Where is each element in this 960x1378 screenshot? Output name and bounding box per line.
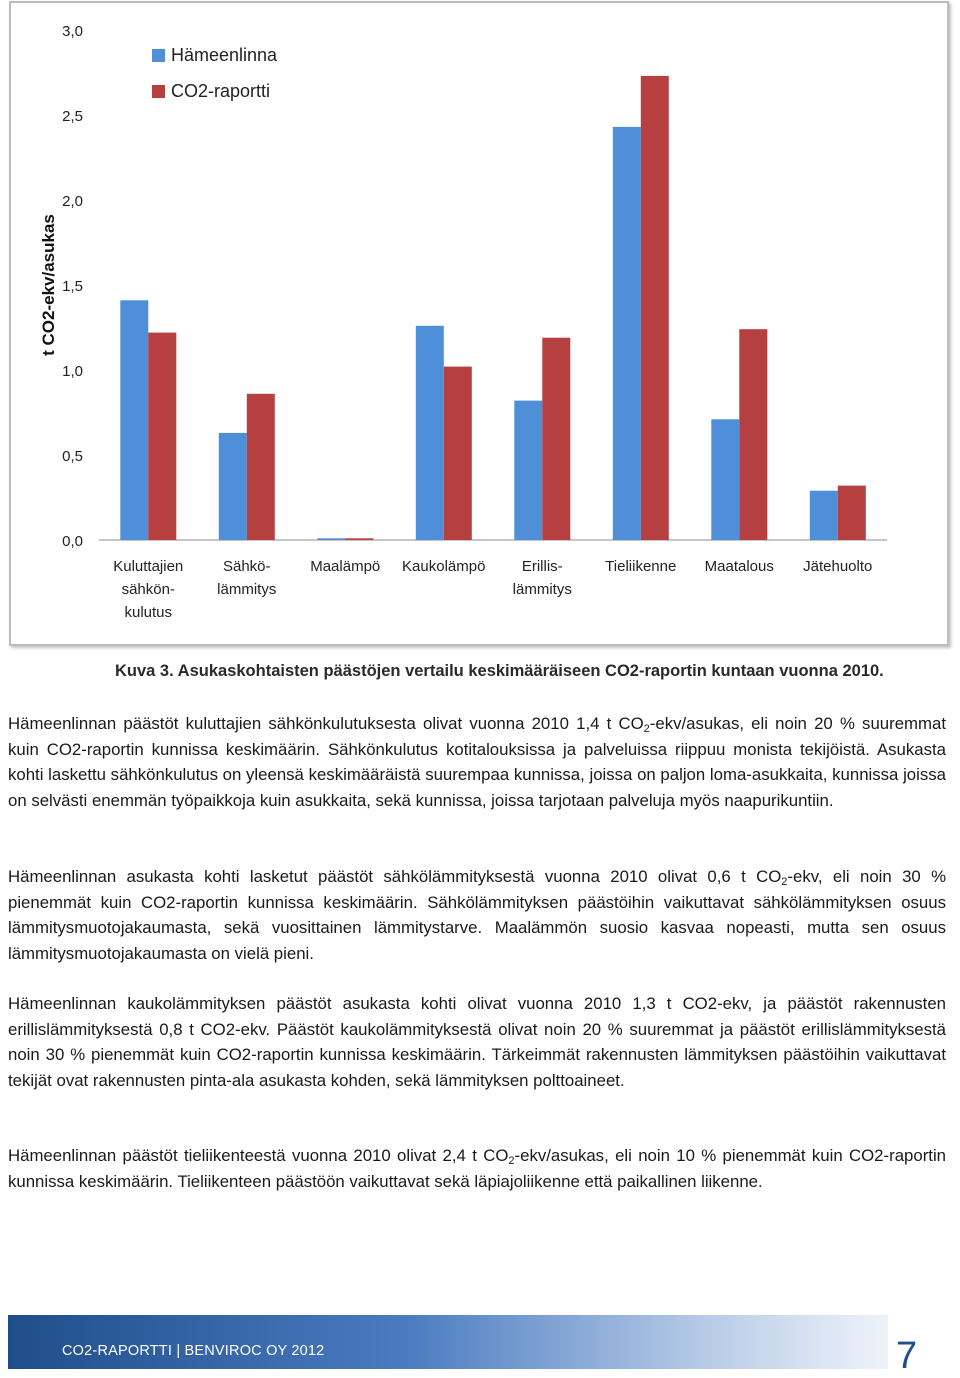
x-category-label: Kaukolämpö	[402, 558, 486, 575]
page-number: 7	[896, 1335, 918, 1377]
y-tick-label: 3,0	[62, 23, 83, 40]
paragraph-district-heating: Hämeenlinnan kaukolämmityksen päästöt asukasta kohti olivat vuonna 2010 1,3 t CO2-ekv, ja päästöt rakennusten erillislämmityksestä 0,8 t CO2-ekv. Päästöt kaukolämmityksestä olivat noin 20 % suuremmat ja päästöt erillislämmityksestä noin 30 % pienemmät kuin CO2-raportin kunnissa keskimäärin. Tärkeimmät rakennusten lämmityksen päästöihin vaikuttavat tekijät ovat rakennusten pinta-ala asukasta kohden, sekä lämmityksen polttoaineet.	[8, 994, 946, 1090]
bar-hameenlinna	[317, 538, 345, 540]
bar-co2-raportti	[345, 538, 373, 540]
paragraph-road-traffic: Hämeenlinnan päästöt tieliikenteestä vuonna 2010 olivat 2,4 t $CO_2-ekv$/asukas, eli noin 10 % pienemmät kuin CO2-raportin kunnissa keskimäärin. Tieliikenteen päästöön vaikuttavat sekä läpiajoliikenne että paikallinen liikenne.	[8, 1146, 947, 1191]
legend-swatch	[152, 85, 165, 98]
bar-co2-raportti	[838, 486, 866, 540]
y-tick-label: 0,5	[62, 448, 83, 465]
bar-hameenlinna	[613, 127, 641, 540]
bar-hameenlinna	[711, 419, 739, 540]
x-category-label: sähkön-	[121, 581, 175, 598]
x-category-label: Maalämpö	[310, 558, 381, 575]
x-category-label: lämmitys	[217, 581, 277, 598]
footer-bar	[8, 1315, 888, 1369]
bar-chart	[11, 3, 947, 644]
bar-co2-raportti	[247, 394, 275, 540]
x-category-label: kulutus	[124, 604, 173, 621]
x-category-label: Maatalous	[704, 558, 774, 575]
x-category-label: Jätehuolto	[803, 558, 873, 575]
legend-label: Hämeenlinna	[171, 45, 278, 65]
y-tick-label: 0,0	[62, 533, 83, 550]
x-category-label: Kuluttajien	[113, 558, 184, 575]
chart-frame	[9, 1, 949, 646]
x-category-label: lämmitys	[512, 581, 572, 598]
bar-co2-raportti	[641, 76, 669, 540]
bar-hameenlinna	[810, 491, 838, 540]
bar-hameenlinna	[416, 326, 444, 540]
y-tick-label: 2,5	[62, 108, 83, 125]
bar-co2-raportti	[739, 329, 767, 540]
y-tick-label: 1,5	[62, 278, 83, 295]
footer-text: CO2-RAPORTTI | BENVIROC OY 2012	[62, 1343, 325, 1359]
paragraph-electric-heating: Hämeenlinnan asukasta kohti lasketut päästöt sähkölämmityksestä vuonna 2010 olivat 0,6 t $CO_2$-ekv, eli noin 30 % pienemmät kuin CO2-raportin kunnissa keskimäärin. Sähkölämmityksen päästöihin vaikuttavat sähkölämmityksen osuus lämmitysmuotojakaumasta, sekä vuosittainen lämmitystarve. Maalämmön suosio kasvaa nopeasti, mutta sen osuus lämmitysmuotojakaumasta on vielä pieni.	[8, 867, 946, 963]
y-tick-label: 2,0	[62, 193, 83, 210]
legend-label: CO2-raportti	[171, 81, 271, 101]
bar-co2-raportti	[542, 338, 570, 540]
x-category-label: Erillis-	[521, 558, 563, 575]
bar-hameenlinna	[514, 401, 542, 540]
bar-hameenlinna	[219, 433, 247, 540]
legend-swatch	[152, 49, 165, 62]
x-category-label: Tieliikenne	[605, 558, 677, 575]
x-category-label: Sähkö-	[222, 558, 271, 575]
y-tick-label: 1,0	[62, 363, 83, 380]
bar-co2-raportti	[444, 367, 472, 540]
bar-co2-raportti	[148, 333, 176, 540]
figure-caption: Kuva 3. Asukaskohtaisten päästöjen vertailu keskimääräiseen CO2-raportin kuntaan vuonna 2010.	[115, 662, 884, 680]
bar-hameenlinna	[120, 300, 148, 540]
y-axis-title: t CO2-ekv/asukas	[39, 214, 58, 356]
paragraph-electricity-consumption: Hämeenlinnan päästöt kuluttajien sähkönkulutuksesta olivat vuonna 2010 1,4 t $CO_2-ekv$/asukas, eli noin 20 % suuremmat kuin CO2-raportin kunnissa keskimäärin. Sähkönkulutus kotitalouksissa ja palveluissa riippuu monista tekijöistä. Asukasta kohti laskettu sähkönkulutus on yleensä keskimääräistä suurempaa kunnissa, joissa on paljon loma-asukkaita, kunnissa joissa on selvästi enemmän työpaikkoja kuin asukkaita, sekä kunnissa, joissa tarjotaan palveluja myös naapurikuntiin.	[8, 714, 946, 810]
